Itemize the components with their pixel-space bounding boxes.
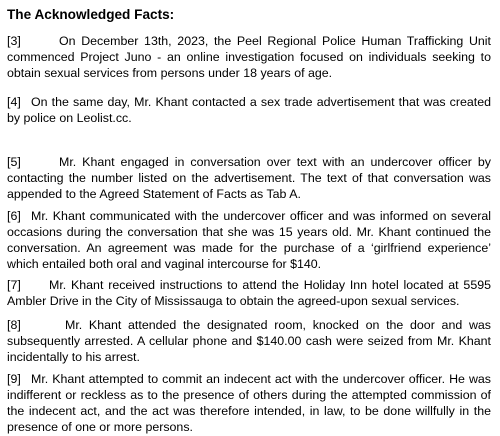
paragraph-number: [7] <box>7 278 21 292</box>
section-heading: The Acknowledged Facts: <box>7 7 175 22</box>
paragraph-number: [6] <box>7 209 21 223</box>
paragraph-text: Mr. Khant attended the designated room, knocked on the door and was subsequently arrested. A cellular phone and $140.00 cash were seized from Mr. Khant incidentally to his arrest. <box>7 318 491 364</box>
paragraph-text: On the same day, Mr. Khant contacted a sex trade advertisement that was created by police on Leolist.cc. <box>7 95 491 125</box>
paragraph-3 <box>7 33 491 81</box>
paragraph-text: On December 13th, 2023, the Peel Regional Police Human Trafficking Unit commenced Project Juno - an online investigation focused on individuals seeking to obtain sexual services from persons under 18 years of age. <box>7 34 491 80</box>
paragraph-number: [9] <box>7 372 21 386</box>
paragraph-4 <box>7 94 491 126</box>
paragraph-number: [4] <box>7 95 21 109</box>
paragraph-6 <box>7 208 491 272</box>
paragraph-number: [3] <box>7 34 21 48</box>
paragraph-number: [8] <box>7 318 21 332</box>
paragraph-text: Mr. Khant received instructions to attend the Holiday Inn hotel located at 5595 Ambler Drive in the City of Mississauga to obtain the agreed-upon sexual services. <box>7 278 491 308</box>
paragraph-8 <box>7 317 491 365</box>
paragraph-text: Mr. Khant attempted to commit an indecent act with the undercover officer. He was indifferent or reckless as to the presence of others during the attempted commission of the indecent act, and the act was therefore intended, in law, to be done willfully in the presence of one or more persons. <box>7 372 491 434</box>
paragraph-7 <box>7 277 491 309</box>
paragraph-text: Mr. Khant engaged in conversation over text with an undercover officer by contacting the number listed on the advertisement. The text of that conversation was appended to the Agreed Statement of Facts as Tab A. <box>7 155 491 201</box>
paragraph-5 <box>7 154 491 202</box>
paragraph-text: Mr. Khant communicated with the undercover officer and was informed on several occasions during the conversation that she was 15 years old. Mr. Khant continued the conversation. An agreement was made for the purchase of a ‘girlfriend experience’ which entailed both oral and vaginal intercourse for $140. <box>7 209 491 271</box>
paragraph-number: [5] <box>7 155 21 169</box>
paragraph-9 <box>7 371 491 435</box>
